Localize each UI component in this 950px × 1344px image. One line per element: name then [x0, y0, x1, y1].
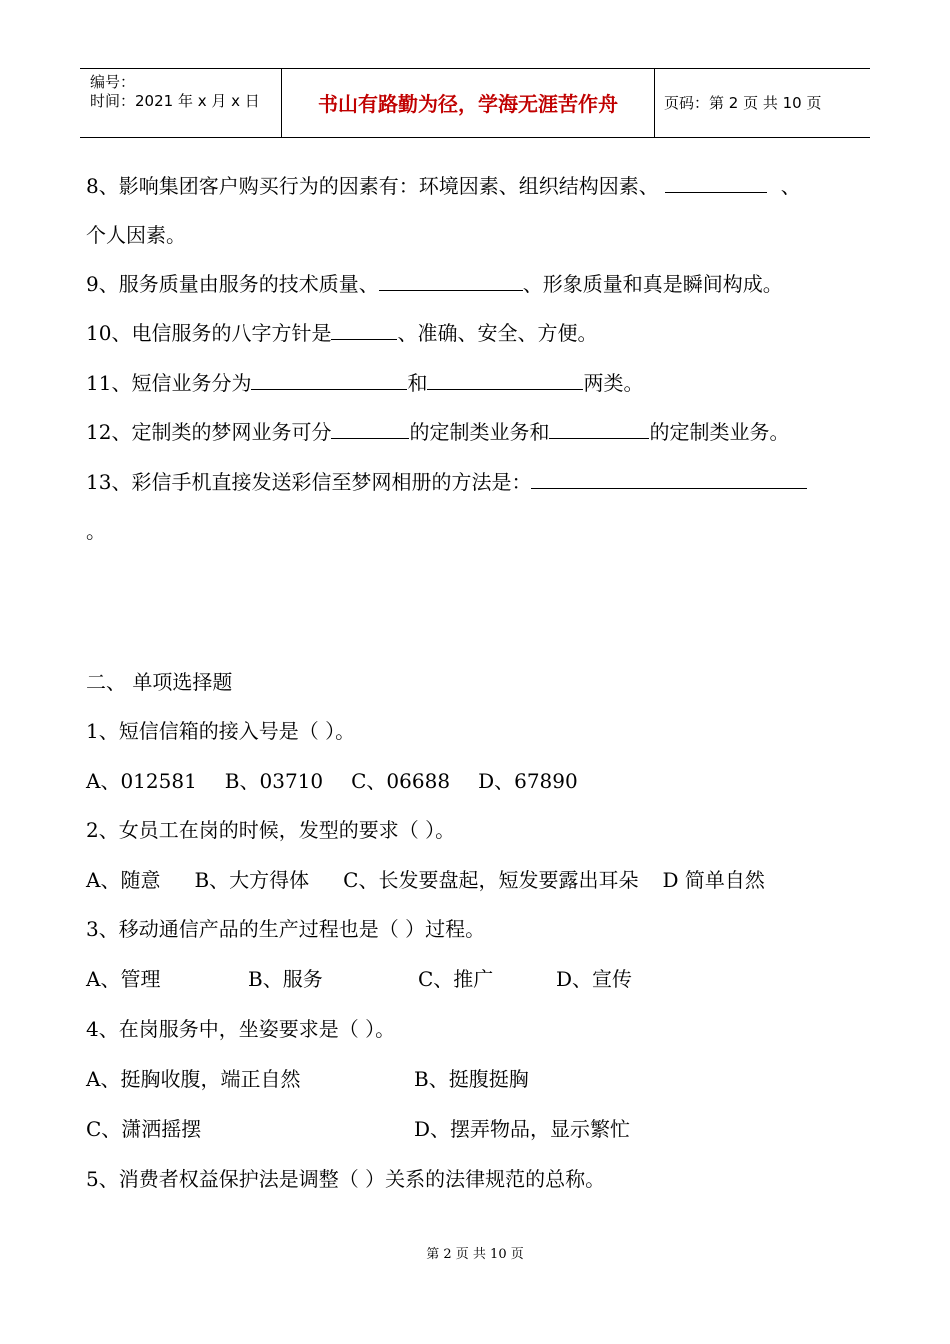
answer-blank — [531, 470, 807, 489]
question-10-text-end: 、准确、安全、方便。 — [397, 321, 598, 345]
option: B、服务 — [248, 967, 323, 991]
question-9-text: 9、服务质量由服务的技术质量、 — [86, 272, 379, 296]
question-13-text: 13、彩信手机直接发送彩信至梦网相册的方法是： — [86, 470, 532, 494]
header-left-cell — [80, 69, 280, 137]
question-12 — [86, 419, 789, 445]
answer-blank — [331, 420, 409, 439]
question-13 — [86, 469, 807, 495]
answer-blank — [665, 174, 767, 193]
mc-question-4-options-row2 — [86, 1116, 630, 1142]
answer-blank — [379, 272, 523, 291]
question-11 — [86, 370, 643, 396]
mc-question-2: 2、女员工在岗的时候，发型的要求（ ）。 — [86, 818, 456, 842]
question-12-text: 12、定制类的梦网业务可分 — [86, 420, 332, 444]
mc-question-3: 3、移动通信产品的生产过程也是（ ）过程。 — [86, 917, 486, 941]
question-8 — [86, 173, 801, 199]
question-9-text-end: 、形象质量和真是瞬间构成。 — [522, 272, 783, 296]
mc-question-4: 4、在岗服务中，坐姿要求是（ ）。 — [86, 1017, 396, 1041]
question-11-text: 11、短信业务分为 — [86, 371, 252, 395]
header-right-cell — [654, 69, 870, 137]
option: B、大方得体 — [194, 868, 310, 892]
question-11-text-end: 两类。 — [583, 371, 644, 395]
header-center-cell — [281, 69, 655, 137]
option: A、管理 — [86, 967, 161, 991]
question-8-text: 8、影响集团客户购买行为的因素有：环境因素、组织结构因素、 — [86, 174, 659, 198]
option: A、随意 — [86, 868, 161, 892]
question-10 — [86, 320, 597, 346]
question-10-text: 10、电信服务的八字方针是 — [86, 321, 332, 345]
motto: 书山有路勤为径，学海无涯苦作舟 — [318, 92, 618, 116]
option: C、06688 — [351, 769, 451, 793]
document-header — [80, 68, 870, 138]
question-13-end: 。 — [86, 519, 106, 543]
question-12-text-end: 的定制类业务。 — [649, 420, 790, 444]
option: A、012581 — [86, 769, 197, 793]
question-8-sep: 、 — [780, 174, 801, 198]
code-label: 编号： — [90, 73, 136, 91]
option: C、推广 — [418, 967, 494, 991]
option: B、挺腹挺胸 — [414, 1067, 529, 1091]
page-info: 页码：第 2 页 共 10 页 — [664, 94, 822, 112]
option: B、03710 — [224, 769, 324, 793]
option: A、挺胸收腹，端正自然 — [86, 1067, 301, 1091]
option: C、潇洒摇摆 — [86, 1117, 202, 1141]
mc-question-3-options — [86, 966, 632, 992]
option: D、摆弄物品，显示繁忙 — [414, 1117, 631, 1141]
answer-blank — [549, 420, 649, 439]
page-footer: 第 2 页 共 10 页 — [426, 1247, 524, 1262]
question-11-and: 和 — [407, 371, 428, 395]
answer-blank — [331, 321, 397, 340]
section-2-title: 二、 单项选择题 — [86, 670, 233, 694]
option: D、67890 — [478, 769, 578, 793]
question-12-mid: 的定制类业务和 — [409, 420, 550, 444]
mc-question-2-options — [86, 867, 765, 893]
mc-question-4-options-row1 — [86, 1066, 529, 1092]
option: D、宣传 — [556, 967, 633, 991]
question-8-cont: 个人因素。 — [86, 223, 186, 247]
answer-blank — [251, 371, 407, 390]
option: D 简单自然 — [662, 868, 765, 892]
option: C、长发要盘起，短发要露出耳朵 — [343, 868, 639, 892]
question-9 — [86, 271, 783, 297]
mc-question-1: 1、短信信箱的接入号是（ ）。 — [86, 719, 356, 743]
mc-question-5: 5、消费者权益保护法是调整（ ）关系的法律规范的总称。 — [86, 1167, 606, 1191]
mc-question-1-options — [86, 768, 578, 794]
answer-blank — [427, 371, 583, 390]
time-label: 时间：2021 年 x 月 x 日 — [90, 92, 260, 110]
